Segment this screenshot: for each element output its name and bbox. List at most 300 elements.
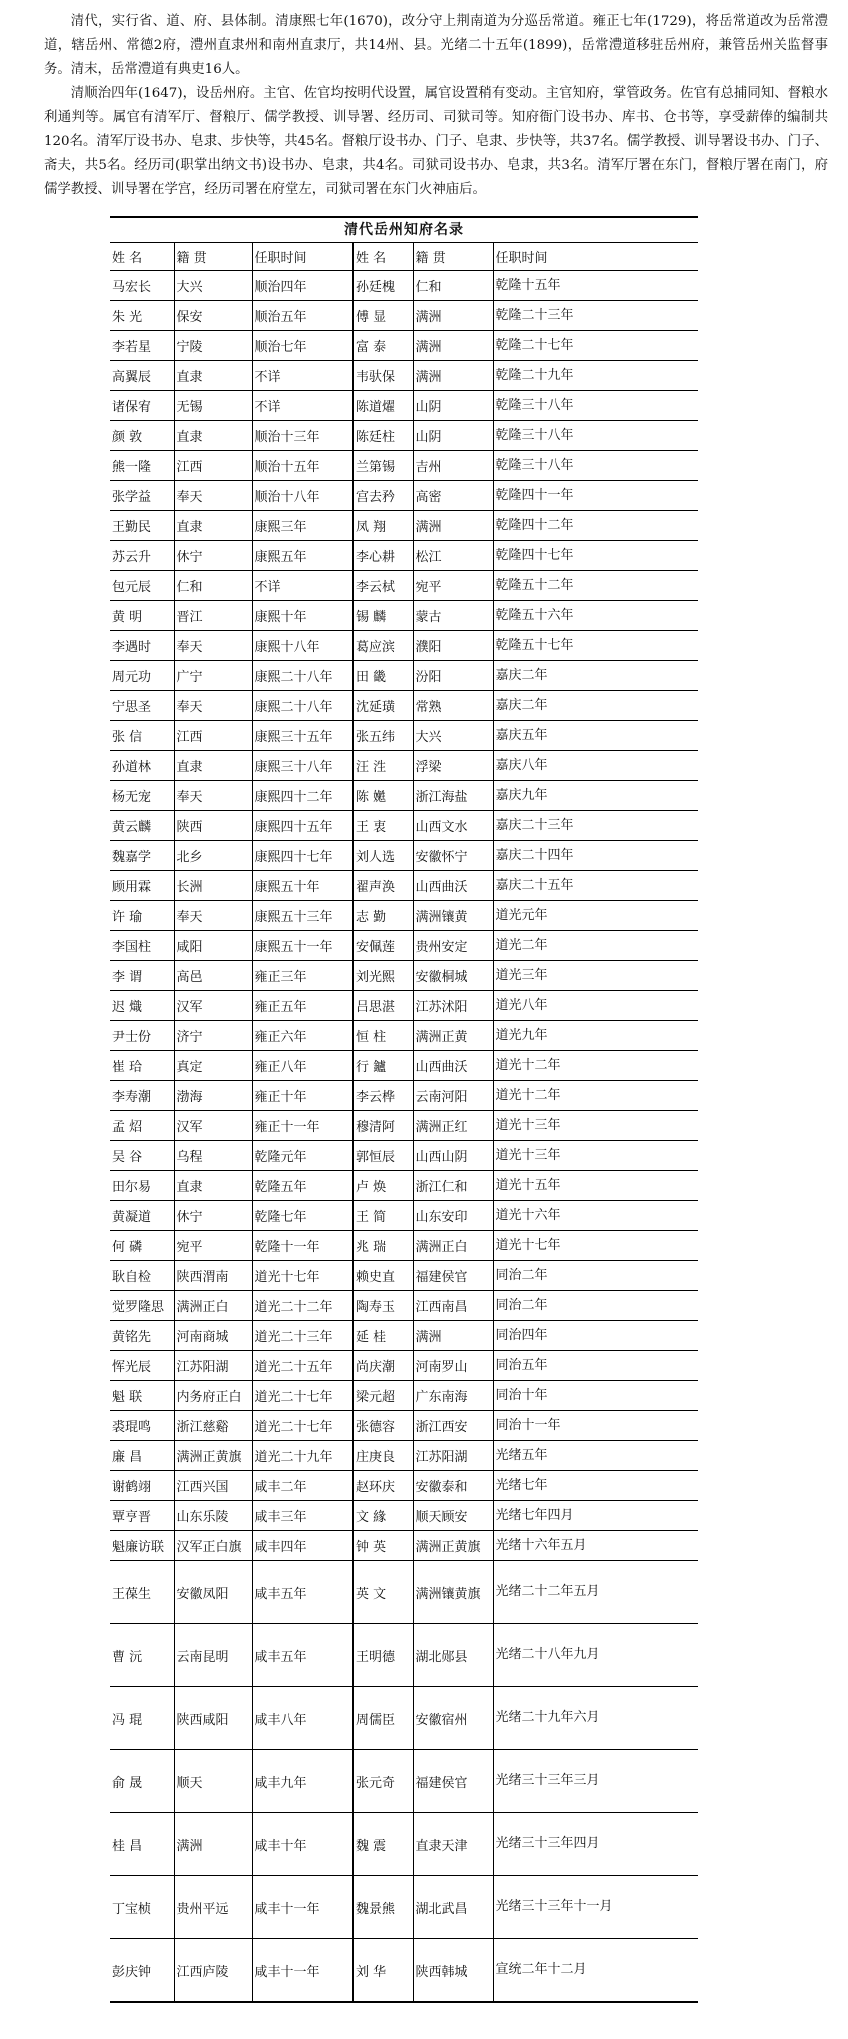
term-cell: 雍正六年	[252, 1021, 353, 1051]
table-title: 清代岳州知府名录	[110, 216, 698, 243]
native-place-cell: 河南商城	[174, 1321, 252, 1351]
native-place-cell: 汉军	[174, 1111, 252, 1141]
name-cell: 孟 炤	[110, 1111, 174, 1141]
term-cell: 乾隆二十七年	[493, 331, 698, 361]
term-cell: 道光十七年	[493, 1231, 698, 1261]
name-cell: 曹 沅	[110, 1624, 174, 1687]
term-cell: 嘉庆九年	[493, 781, 698, 811]
native-place-cell: 宛平	[174, 1231, 252, 1261]
term-cell: 道光二十三年	[252, 1321, 353, 1351]
native-place-cell: 山西山阴	[413, 1141, 493, 1171]
intro-paragraph-1: 清代，实行省、道、府、县体制。清康熙七年(1670)，改分守上荆南道为分巡岳常道。雍正七年(1729)，将岳常道改为岳常澧道，辖岳州、常德2府，澧州直隶州和南州直隶厅，共14州、县。光绪二十五年(1899)，岳常澧道移驻岳州府，兼管岳州关监督事务。清末，岳常澧道有典吏16人。	[44, 14, 828, 77]
term-cell: 康熙五十三年	[252, 901, 353, 931]
term-cell: 道光八年	[493, 991, 698, 1021]
name-cell: 熊一隆	[110, 451, 174, 481]
native-place-cell: 满洲	[174, 1813, 252, 1876]
native-place-cell: 直隶	[174, 1171, 252, 1201]
term-cell: 乾隆四十二年	[493, 511, 698, 541]
name-cell: 张元奇	[353, 1750, 413, 1813]
name-cell: 李心耕	[353, 541, 413, 571]
name-cell: 杨无宠	[110, 781, 174, 811]
native-place-cell: 宛平	[413, 571, 493, 601]
term-cell: 咸丰三年	[252, 1501, 353, 1531]
name-cell: 宫去矜	[353, 481, 413, 511]
term-cell: 康熙十年	[252, 601, 353, 631]
term-cell: 不详	[252, 571, 353, 601]
name-cell: 彭庆钟	[110, 1939, 174, 2003]
name-cell: 黄云麟	[110, 811, 174, 841]
name-cell: 翟声涣	[353, 871, 413, 901]
native-place-cell: 江苏沭阳	[413, 991, 493, 1021]
term-cell: 光绪十六年五月	[493, 1531, 698, 1561]
name-cell: 俞 晟	[110, 1750, 174, 1813]
term-cell: 雍正三年	[252, 961, 353, 991]
native-place-cell: 山东乐陵	[174, 1501, 252, 1531]
table-row	[110, 271, 698, 301]
name-cell: 汪 泩	[353, 751, 413, 781]
name-cell: 魏景熊	[353, 1876, 413, 1939]
name-cell: 兰第锡	[353, 451, 413, 481]
term-cell: 康熙四十二年	[252, 781, 353, 811]
term-cell: 光绪五年	[493, 1441, 698, 1471]
term-cell: 乾隆二十九年	[493, 361, 698, 391]
name-cell: 安佩莲	[353, 931, 413, 961]
table-row	[110, 961, 698, 991]
native-place-cell: 安徽泰和	[413, 1471, 493, 1501]
table-row	[110, 571, 698, 601]
native-place-cell: 满洲正红	[413, 1111, 493, 1141]
name-cell: 陶寿玉	[353, 1291, 413, 1321]
term-cell: 宣统二年十二月	[493, 1939, 698, 2003]
table-row	[110, 1750, 698, 1813]
table-row	[110, 1231, 698, 1261]
name-cell: 李若星	[110, 331, 174, 361]
name-cell: 裘琨鸣	[110, 1411, 174, 1441]
term-cell: 乾隆四十七年	[493, 541, 698, 571]
table-row	[110, 481, 698, 511]
table-row	[110, 301, 698, 331]
native-place-cell: 云南昆明	[174, 1624, 252, 1687]
native-place-cell: 满洲	[413, 301, 493, 331]
term-cell: 光绪三十三年十一月	[493, 1876, 698, 1939]
table-row	[110, 1051, 698, 1081]
native-place-cell: 济宁	[174, 1021, 252, 1051]
name-cell: 钟 英	[353, 1531, 413, 1561]
name-cell: 黄凝道	[110, 1201, 174, 1231]
table-row	[110, 391, 698, 421]
native-place-cell: 吉州	[413, 451, 493, 481]
term-cell: 乾隆五十二年	[493, 571, 698, 601]
term-cell: 道光二十九年	[252, 1441, 353, 1471]
name-cell: 刘人选	[353, 841, 413, 871]
header-name: 姓 名	[353, 243, 413, 271]
native-place-cell: 江西	[174, 451, 252, 481]
native-place-cell: 顺天顾安	[413, 1501, 493, 1531]
native-place-cell: 满洲镶黄旗	[413, 1561, 493, 1624]
name-cell: 锡 麟	[353, 601, 413, 631]
table-row	[110, 1261, 698, 1291]
native-place-cell: 江西	[174, 721, 252, 751]
name-cell: 梁元超	[353, 1381, 413, 1411]
name-cell: 迟 熾	[110, 991, 174, 1021]
table-row	[110, 1141, 698, 1171]
table-row	[110, 931, 698, 961]
term-cell: 光绪二十二年五月	[493, 1561, 698, 1624]
term-cell: 康熙五十年	[252, 871, 353, 901]
native-place-cell: 汉军	[174, 991, 252, 1021]
native-place-cell: 山东安印	[413, 1201, 493, 1231]
native-place-cell: 广宁	[174, 661, 252, 691]
native-place-cell: 汾阳	[413, 661, 493, 691]
name-cell: 何 磷	[110, 1231, 174, 1261]
term-cell: 道光十七年	[252, 1261, 353, 1291]
name-cell: 庄庚良	[353, 1441, 413, 1471]
header-term: 任职时间	[252, 243, 353, 271]
term-cell: 乾隆元年	[252, 1141, 353, 1171]
native-place-cell: 浙江仁和	[413, 1171, 493, 1201]
term-cell: 乾隆七年	[252, 1201, 353, 1231]
table-row	[110, 1381, 698, 1411]
native-place-cell: 广东南海	[413, 1381, 493, 1411]
native-place-cell: 满洲正黄	[413, 1021, 493, 1051]
table-row	[110, 1321, 698, 1351]
name-cell: 尹士份	[110, 1021, 174, 1051]
term-cell: 咸丰四年	[252, 1531, 353, 1561]
term-cell: 同治四年	[493, 1321, 698, 1351]
native-place-cell: 山西曲沃	[413, 871, 493, 901]
table-row	[110, 421, 698, 451]
term-cell: 道光十二年	[493, 1081, 698, 1111]
table-row	[110, 541, 698, 571]
name-cell: 马宏长	[110, 271, 174, 301]
term-cell: 咸丰十一年	[252, 1876, 353, 1939]
table-row	[110, 1561, 698, 1624]
name-cell: 赖史直	[353, 1261, 413, 1291]
native-place-cell: 安徽桐城	[413, 961, 493, 991]
name-cell: 周儒臣	[353, 1687, 413, 1750]
term-cell: 同治二年	[493, 1261, 698, 1291]
term-cell: 咸丰八年	[252, 1687, 353, 1750]
name-cell: 吴 谷	[110, 1141, 174, 1171]
native-place-cell: 大兴	[174, 271, 252, 301]
name-cell: 包元辰	[110, 571, 174, 601]
native-place-cell: 奉天	[174, 781, 252, 811]
header-name: 姓 名	[110, 243, 174, 271]
table-row	[110, 1939, 698, 2003]
native-place-cell: 顺天	[174, 1750, 252, 1813]
table-row	[110, 841, 698, 871]
table-row	[110, 1624, 698, 1687]
name-cell: 张 信	[110, 721, 174, 751]
name-cell: 尚庆潮	[353, 1351, 413, 1381]
name-cell: 颜 敦	[110, 421, 174, 451]
native-place-cell: 江西南昌	[413, 1291, 493, 1321]
intro-paragraph-2: 清顺治四年(1647)，设岳州府。主官、佐官均按明代设置，属官设置稍有变动。主官知府，掌管政务。佐官有总捕同知、督粮水利通判等。属官有清军厅、督粮厅、儒学教授、训导署、经历司、司狱司等。知府衙门设书办、库书、仓书等，享受薪俸的编制共120名。清军厅设书办、皂隶、步快等，共45名。督粮厅设书办、门子、皂隶、步快等，共37名。儒学教授、训导署设书办、门子、斋夫，共5名。经历司(职掌出纳文书)设书办、皂隶，共4名。司狱司设书办、皂隶，共3名。清军厅署在东门，督粮厅署在南门，府儒学教授、训导署在学宫，经历司署在府堂左，司狱司署在东门火神庙后。	[44, 86, 828, 197]
native-place-cell: 山西曲沃	[413, 1051, 493, 1081]
term-cell: 顺治七年	[252, 331, 353, 361]
name-cell: 韦驮保	[353, 361, 413, 391]
name-cell: 耿自检	[110, 1261, 174, 1291]
native-place-cell: 高邑	[174, 961, 252, 991]
term-cell: 顺治十三年	[252, 421, 353, 451]
name-cell: 丁宝桢	[110, 1876, 174, 1939]
name-cell: 行 鑪	[353, 1051, 413, 1081]
name-cell: 李遇时	[110, 631, 174, 661]
term-cell: 顺治十五年	[252, 451, 353, 481]
name-cell: 王明德	[353, 1624, 413, 1687]
term-cell: 道光十六年	[493, 1201, 698, 1231]
name-cell: 黄铭先	[110, 1321, 174, 1351]
term-cell: 光绪二十八年九月	[493, 1624, 698, 1687]
term-cell: 康熙五十一年	[252, 931, 353, 961]
term-cell: 嘉庆二年	[493, 691, 698, 721]
name-cell: 刘光熙	[353, 961, 413, 991]
table-row	[110, 661, 698, 691]
native-place-cell: 浙江慈谿	[174, 1411, 252, 1441]
name-cell: 魏嘉学	[110, 841, 174, 871]
name-cell: 苏云升	[110, 541, 174, 571]
term-cell: 康熙二十八年	[252, 661, 353, 691]
native-place-cell: 安徽凤阳	[174, 1561, 252, 1624]
name-cell: 许 瑜	[110, 901, 174, 931]
term-cell: 雍正十一年	[252, 1111, 353, 1141]
name-cell: 葛应滨	[353, 631, 413, 661]
native-place-cell: 陕西渭南	[174, 1261, 252, 1291]
name-cell: 孙廷槐	[353, 271, 413, 301]
term-cell: 乾隆三十八年	[493, 391, 698, 421]
term-cell: 嘉庆五年	[493, 721, 698, 751]
term-cell: 嘉庆二年	[493, 661, 698, 691]
term-cell: 咸丰二年	[252, 1471, 353, 1501]
term-cell: 乾隆二十三年	[493, 301, 698, 331]
name-cell: 高翼辰	[110, 361, 174, 391]
name-cell: 黄 明	[110, 601, 174, 631]
term-cell: 咸丰十年	[252, 1813, 353, 1876]
name-cell: 张德容	[353, 1411, 413, 1441]
term-cell: 乾隆十一年	[252, 1231, 353, 1261]
table-row	[110, 1531, 698, 1561]
native-place-cell: 湖北武昌	[413, 1876, 493, 1939]
native-place-cell: 安徽宿州	[413, 1687, 493, 1750]
term-cell: 乾隆三十八年	[493, 451, 698, 481]
term-cell: 嘉庆八年	[493, 751, 698, 781]
name-cell: 魁廉访联	[110, 1531, 174, 1561]
table-row	[110, 751, 698, 781]
term-cell: 道光三年	[493, 961, 698, 991]
native-place-cell: 休宁	[174, 1201, 252, 1231]
native-place-cell: 浙江西安	[413, 1411, 493, 1441]
native-place-cell: 浮梁	[413, 751, 493, 781]
native-place-cell: 直隶	[174, 361, 252, 391]
name-cell: 李云栻	[353, 571, 413, 601]
name-cell: 桂 昌	[110, 1813, 174, 1876]
term-cell: 咸丰九年	[252, 1750, 353, 1813]
roster-body	[110, 271, 698, 2003]
name-cell: 魏 震	[353, 1813, 413, 1876]
table-row	[110, 721, 698, 751]
name-cell: 魁 联	[110, 1381, 174, 1411]
native-place-cell: 河南罗山	[413, 1351, 493, 1381]
term-cell: 同治十一年	[493, 1411, 698, 1441]
name-cell: 王勤民	[110, 511, 174, 541]
table-row	[110, 781, 698, 811]
native-place-cell: 松江	[413, 541, 493, 571]
name-cell: 郭恒辰	[353, 1141, 413, 1171]
term-cell: 道光二十五年	[252, 1351, 353, 1381]
native-place-cell: 直隶天津	[413, 1813, 493, 1876]
term-cell: 不详	[252, 361, 353, 391]
name-cell: 王 衷	[353, 811, 413, 841]
name-cell: 冯 琨	[110, 1687, 174, 1750]
name-cell: 李云桦	[353, 1081, 413, 1111]
native-place-cell: 江苏阳湖	[413, 1441, 493, 1471]
term-cell: 康熙三年	[252, 511, 353, 541]
table-row	[110, 1471, 698, 1501]
table-row	[110, 901, 698, 931]
name-cell: 志 勤	[353, 901, 413, 931]
term-cell: 光绪七年	[493, 1471, 698, 1501]
term-cell: 乾隆五十七年	[493, 631, 698, 661]
term-cell: 乾隆四十一年	[493, 481, 698, 511]
table-row	[110, 1021, 698, 1051]
term-cell: 乾隆十五年	[493, 271, 698, 301]
table-row	[110, 1813, 698, 1876]
header-term: 任职时间	[493, 243, 698, 271]
native-place-cell: 江西庐陵	[174, 1939, 252, 2003]
term-cell: 不详	[252, 391, 353, 421]
name-cell: 诸保宥	[110, 391, 174, 421]
table-row	[110, 451, 698, 481]
native-place-cell: 陕西咸阳	[174, 1687, 252, 1750]
name-cell: 觉罗隆思	[110, 1291, 174, 1321]
native-place-cell: 宁陵	[174, 331, 252, 361]
term-cell: 道光二年	[493, 931, 698, 961]
table-row	[110, 1111, 698, 1141]
term-cell: 光绪三十三年三月	[493, 1750, 698, 1813]
table-header-row	[110, 243, 698, 271]
term-cell: 康熙三十八年	[252, 751, 353, 781]
native-place-cell: 安徽怀宁	[413, 841, 493, 871]
table-row	[110, 601, 698, 631]
term-cell: 同治五年	[493, 1351, 698, 1381]
term-cell: 顺治五年	[252, 301, 353, 331]
table-row	[110, 1501, 698, 1531]
term-cell: 康熙五年	[252, 541, 353, 571]
name-cell: 富 泰	[353, 331, 413, 361]
term-cell: 康熙四十七年	[252, 841, 353, 871]
native-place-cell: 山阴	[413, 421, 493, 451]
native-place-cell: 长洲	[174, 871, 252, 901]
name-cell: 宁思圣	[110, 691, 174, 721]
name-cell: 英 文	[353, 1561, 413, 1624]
table-row	[110, 1876, 698, 1939]
name-cell: 周元功	[110, 661, 174, 691]
table-row	[110, 1081, 698, 1111]
native-place-cell: 满洲正黄旗	[174, 1441, 252, 1471]
term-cell: 道光二十二年	[252, 1291, 353, 1321]
name-cell: 田 畿	[353, 661, 413, 691]
term-cell: 光绪七年四月	[493, 1501, 698, 1531]
native-place-cell: 福建侯官	[413, 1261, 493, 1291]
table-row	[110, 511, 698, 541]
native-place-cell: 大兴	[413, 721, 493, 751]
name-cell: 廉 昌	[110, 1441, 174, 1471]
term-cell: 乾隆五年	[252, 1171, 353, 1201]
term-cell: 康熙四十五年	[252, 811, 353, 841]
header-native-place: 籍 贯	[413, 243, 493, 271]
name-cell: 田尔易	[110, 1171, 174, 1201]
name-cell: 崔 珨	[110, 1051, 174, 1081]
native-place-cell: 渤海	[174, 1081, 252, 1111]
native-place-cell: 满洲镶黄	[413, 901, 493, 931]
native-place-cell: 真定	[174, 1051, 252, 1081]
term-cell: 光绪二十九年六月	[493, 1687, 698, 1750]
native-place-cell: 咸阳	[174, 931, 252, 961]
native-place-cell: 满洲	[413, 361, 493, 391]
term-cell: 咸丰五年	[252, 1561, 353, 1624]
name-cell: 傅 显	[353, 301, 413, 331]
term-cell: 康熙二十八年	[252, 691, 353, 721]
term-cell: 道光九年	[493, 1021, 698, 1051]
table-row	[110, 871, 698, 901]
name-cell: 李国柱	[110, 931, 174, 961]
term-cell: 嘉庆二十三年	[493, 811, 698, 841]
term-cell: 同治二年	[493, 1291, 698, 1321]
term-cell: 道光元年	[493, 901, 698, 931]
native-place-cell: 保安	[174, 301, 252, 331]
name-cell: 李寿潮	[110, 1081, 174, 1111]
table-row	[110, 1201, 698, 1231]
native-place-cell: 奉天	[174, 901, 252, 931]
roster-table	[110, 243, 698, 2003]
native-place-cell: 满洲正白	[174, 1291, 252, 1321]
native-place-cell: 奉天	[174, 631, 252, 661]
native-place-cell: 满洲	[413, 331, 493, 361]
table-row	[110, 631, 698, 661]
native-place-cell: 直隶	[174, 421, 252, 451]
name-cell: 刘 华	[353, 1939, 413, 2003]
native-place-cell: 高密	[413, 481, 493, 511]
name-cell: 延 桂	[353, 1321, 413, 1351]
name-cell: 张学益	[110, 481, 174, 511]
table-row	[110, 1171, 698, 1201]
native-place-cell: 奉天	[174, 481, 252, 511]
native-place-cell: 濮阳	[413, 631, 493, 661]
native-place-cell: 汉军正白旗	[174, 1531, 252, 1561]
name-cell: 陈道燿	[353, 391, 413, 421]
native-place-cell: 内务府正白	[174, 1381, 252, 1411]
name-cell: 赵环庆	[353, 1471, 413, 1501]
term-cell: 道光十二年	[493, 1051, 698, 1081]
native-place-cell: 奉天	[174, 691, 252, 721]
table-row	[110, 1351, 698, 1381]
name-cell: 陈廷柱	[353, 421, 413, 451]
name-cell: 恽光辰	[110, 1351, 174, 1381]
native-place-cell: 湖北郧县	[413, 1624, 493, 1687]
name-cell: 王葆生	[110, 1561, 174, 1624]
term-cell: 咸丰五年	[252, 1624, 353, 1687]
native-place-cell: 陕西	[174, 811, 252, 841]
native-place-cell: 满洲	[413, 511, 493, 541]
native-place-cell: 常熟	[413, 691, 493, 721]
native-place-cell: 休宁	[174, 541, 252, 571]
native-place-cell: 福建侯官	[413, 1750, 493, 1813]
term-cell: 道光二十七年	[252, 1381, 353, 1411]
name-cell: 恒 柱	[353, 1021, 413, 1051]
name-cell: 兆 瑞	[353, 1231, 413, 1261]
table-row	[110, 991, 698, 1021]
native-place-cell: 浙江海盐	[413, 781, 493, 811]
